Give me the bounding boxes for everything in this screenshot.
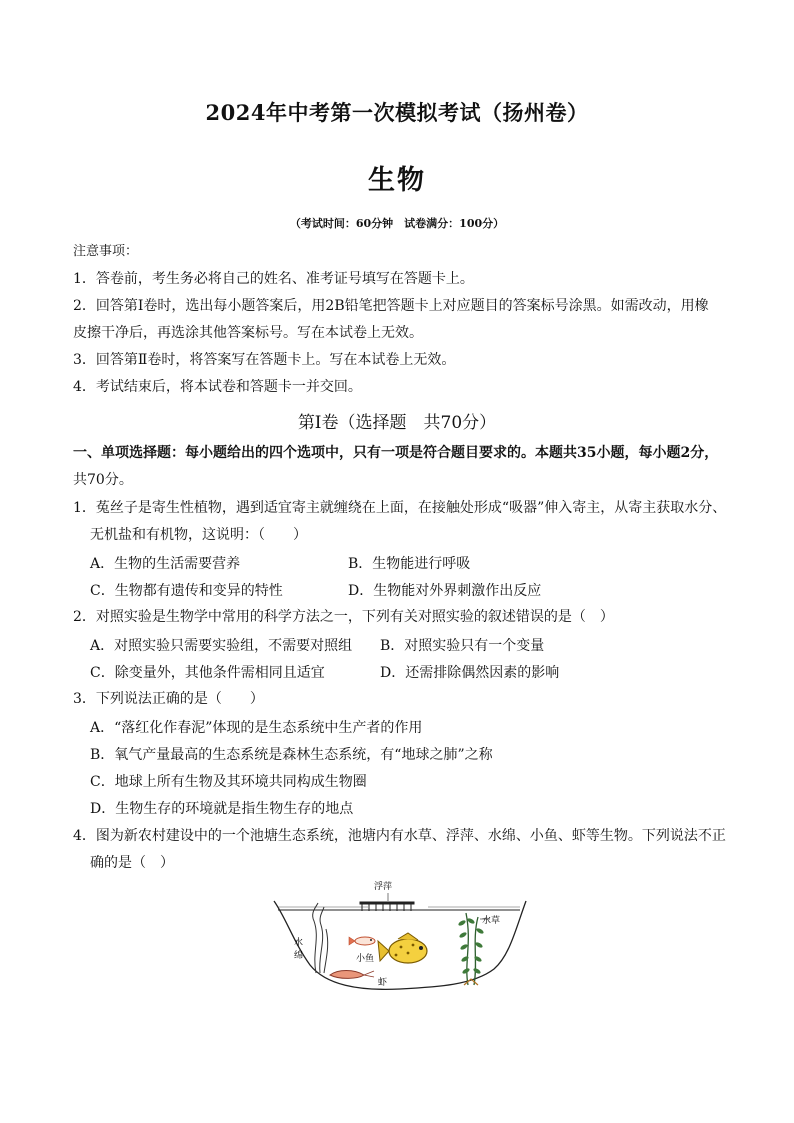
- label-small-fish: 小鱼: [356, 954, 375, 964]
- section-instruction: 一、单项选择题：每小题给出的四个选项中，只有一项是符合题目要求的。本题共35小题，每小题2分，: [73, 445, 719, 461]
- waterweed-icon: [458, 913, 485, 985]
- fish-icon: [378, 933, 427, 963]
- spirogyra-icon: [313, 903, 328, 973]
- question-1-option-a: A．生物的生活需要营养: [90, 556, 241, 572]
- subject-title: 生物: [368, 165, 426, 196]
- section-instruction-cont: 共70分。: [73, 472, 133, 488]
- question-4-stem: 4．图为新农村建设中的一个池塘生态系统，池塘内有水草、浮萍、水绵、小鱼、虾等生物。下列说法不正: [73, 828, 726, 844]
- exam-info: （考试时间：60分钟 试卷满分：100分）: [289, 217, 505, 230]
- note-item: 1．答卷前，考生务必将自己的姓名、准考证号填写在答题卡上。: [73, 271, 474, 287]
- label-spirogyra-1: 水: [294, 938, 304, 948]
- question-2-stem: 2．对照实验是生物学中常用的科学方法之一，下列有关对照实验的叙述错误的是（ ）: [73, 609, 614, 625]
- question-1-option-d: D．生物能对外界刺激作出反应: [348, 583, 542, 599]
- label-spirogyra-2: 绵: [294, 951, 304, 961]
- question-3-option-c: C．地球上所有生物及其环境共同构成生物圈: [90, 774, 367, 790]
- shrimp-icon: [330, 971, 374, 979]
- question-2-option-b: B．对照实验只有一个变量: [380, 638, 545, 654]
- note-item: 皮擦干净后，再选涂其他答案标号。写在本试卷上无效。: [73, 325, 423, 341]
- label-shrimp: 虾: [378, 978, 388, 988]
- exam-title: 2024年中考第一次模拟考试（扬州卷）: [205, 100, 589, 125]
- question-3-option-b: B．氧气产量最高的生态系统是森林生态系统，有“地球之肺”之称: [90, 747, 493, 763]
- question-2-option-c: C．除变量外，其他条件需相同且适宜: [90, 665, 325, 681]
- question-1-option-b: B．生物能进行呼吸: [348, 556, 471, 572]
- pond-ecosystem-figure: [268, 873, 532, 995]
- question-1-stem: 1．菟丝子是寄生性植物，遇到适宜寄主就缠绕在上面，在接触处形成“吸器”伸入寄主，从寄主获取水分、: [73, 500, 727, 516]
- question-4-stem-cont: 确的是（ ）: [90, 855, 174, 871]
- question-3-stem: 3．下列说法正确的是（ ）: [73, 691, 264, 707]
- note-item: 2．回答第Ⅰ卷时，选出每小题答案后，用2B铅笔把答题卡上对应题目的答案标号涂黑。如需改动，用橡: [73, 298, 709, 314]
- small-fish-icon: [349, 937, 375, 945]
- section-title: 第Ⅰ卷（选择题 共70分）: [297, 413, 497, 433]
- notes-heading: 注意事项：: [73, 244, 139, 259]
- label-duckweed: 浮萍: [374, 882, 393, 892]
- question-2-option-a: A．对照实验只需要实验组，不需要对照组: [90, 638, 353, 654]
- question-1-stem-cont: 无机盐和有机物，这说明：（ ）: [90, 527, 307, 543]
- label-waterweed: 水草: [482, 916, 501, 926]
- question-3-option-d: D．生物生存的环境就是指生物生存的地点: [90, 801, 354, 817]
- note-item: 3．回答第Ⅱ卷时，将答案写在答题卡上。写在本试卷上无效。: [73, 352, 456, 368]
- question-3-option-a: A．“落红化作春泥”体现的是生态系统中生产者的作用: [90, 720, 423, 736]
- question-2-option-d: D．还需排除偶然因素的影响: [380, 665, 560, 681]
- question-1-option-c: C．生物都有遗传和变异的特性: [90, 583, 283, 599]
- note-item: 4．考试结束后，将本试卷和答题卡一并交回。: [73, 379, 362, 395]
